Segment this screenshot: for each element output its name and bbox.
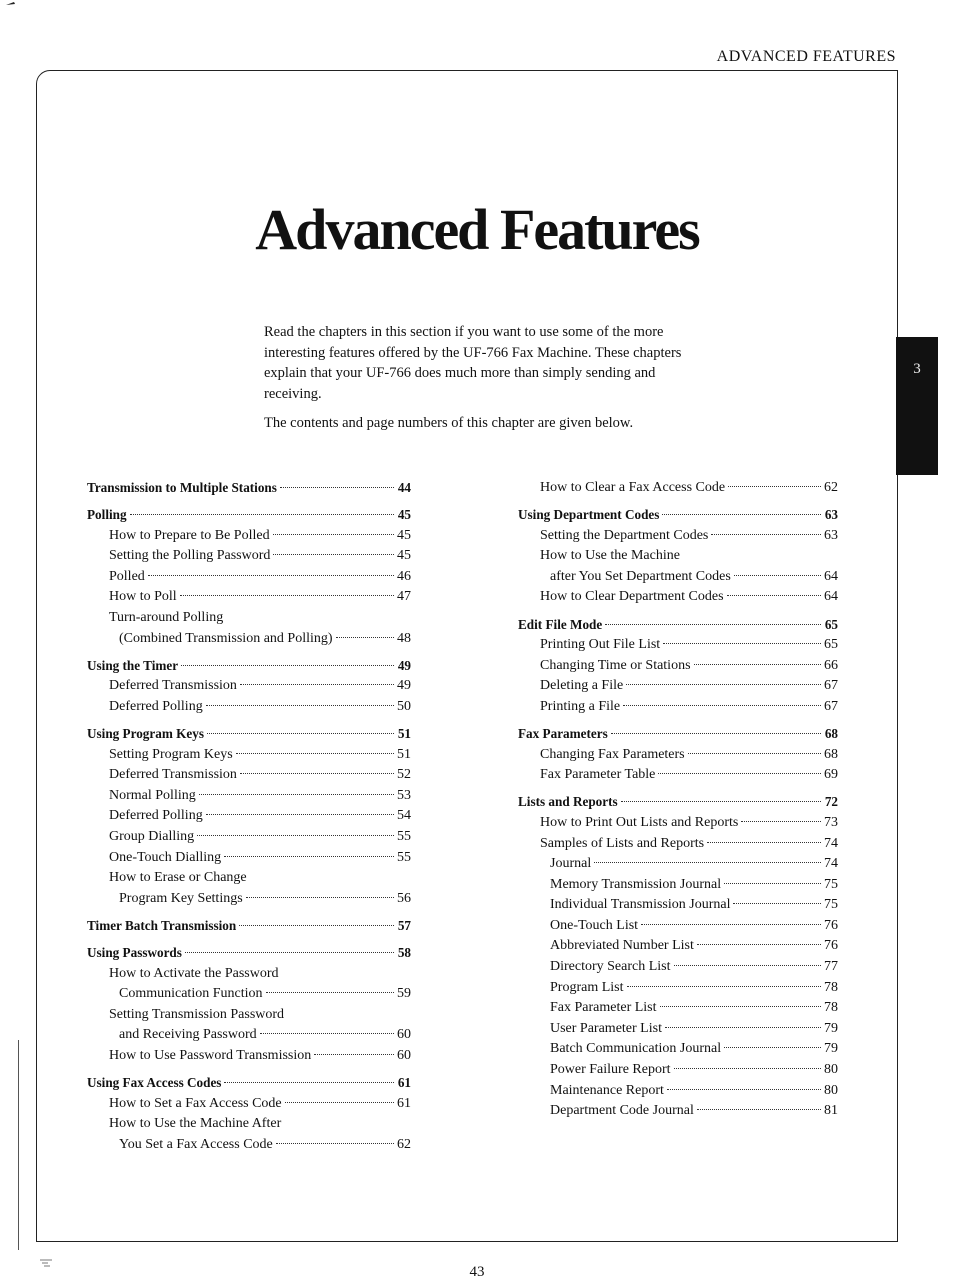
toc-entry [518, 569, 838, 590]
margin-line [18, 1040, 19, 1250]
toc-entry-label: Individual Transmission Journal [550, 897, 731, 913]
toc-entry [518, 815, 838, 836]
toc-entry-page: 61 [397, 1095, 411, 1111]
toc-entry [518, 938, 838, 959]
toc-entry-label: Program Key Settings [119, 890, 243, 906]
toc-entry [518, 918, 838, 939]
toc-leader-dots [266, 991, 395, 993]
toc-entry-label: Fax Parameter List [550, 1000, 657, 1016]
toc-entry-page: 65 [824, 637, 838, 653]
toc-entry-label: Deleting a File [540, 678, 624, 694]
toc-entry-page: 75 [824, 876, 838, 892]
toc-entry [518, 678, 838, 699]
toc-leader-dots [733, 902, 821, 904]
toc-entry-label: Deferred Transmission [109, 678, 237, 694]
toc-entry [518, 897, 838, 918]
toc-leader-dots [273, 533, 394, 535]
page-number: 43 [469, 1264, 485, 1280]
toc-entry-label: Deferred Transmission [109, 767, 237, 783]
toc-entry-label: Using Passwords [87, 944, 182, 960]
toc-leader-dots [674, 964, 821, 966]
toc-entry [87, 528, 411, 549]
toc-entry-label: Normal Polling [109, 787, 196, 803]
toc-leader-dots [197, 834, 394, 836]
toc-leader-dots [180, 594, 394, 596]
chapter-tab-label: 3 [913, 361, 921, 377]
toc-entry-label: Samples of Lists and Reports [540, 835, 705, 851]
toc-entry-page: 53 [397, 787, 411, 803]
toc-entry-label: How to Print Out Lists and Reports [540, 814, 739, 830]
toc-entry-label: Deferred Polling [109, 698, 203, 714]
toc-entry-page: 45 [397, 548, 411, 564]
toc-entry [87, 1027, 411, 1048]
toc-entry-page: 66 [824, 657, 838, 673]
toc-entry [518, 959, 838, 980]
chapter-tab [896, 337, 938, 475]
toc-entry [87, 829, 411, 850]
toc-entry-label: Turn-around Polling [109, 610, 224, 626]
toc-entry-label: User Parameter List [550, 1020, 662, 1036]
toc-entry-label: Batch Communication Journal [550, 1041, 722, 1057]
toc-entry-page: 64 [824, 568, 838, 584]
toc-entry-page: 72 [824, 794, 838, 810]
toc-entry [518, 726, 838, 747]
toc-entry [87, 1075, 411, 1096]
toc-entry-label: You Set a Fax Access Code [119, 1136, 273, 1152]
toc-leader-dots [727, 594, 821, 596]
toc-entry [87, 945, 411, 966]
toc-leader-dots [660, 1005, 821, 1007]
toc-leader-dots [285, 1101, 394, 1103]
toc-entry-label: Timer Batch Transmission [87, 917, 237, 933]
toc-leader-dots [181, 664, 394, 666]
toc-leader-dots [605, 623, 821, 625]
toc-entry [518, 980, 838, 1001]
toc-entry [518, 637, 838, 658]
toc-leader-dots [206, 813, 394, 815]
intro-text [264, 322, 694, 443]
toc-entry [87, 610, 411, 631]
toc-leader-dots [662, 513, 821, 515]
toc-entry-label: and Receiving Password [119, 1027, 257, 1043]
toc-entry-page: 74 [824, 835, 838, 851]
toc-entry [518, 767, 838, 788]
toc-entry-page: 47 [397, 589, 411, 605]
toc-entry-label: Using Department Codes [518, 507, 660, 523]
toc-leader-dots [240, 683, 394, 685]
toc-left-column [87, 480, 411, 1157]
toc-leader-dots [663, 642, 821, 644]
toc-entry-label: Using the Timer [87, 657, 179, 673]
toc-entry-page: 60 [397, 1027, 411, 1043]
toc-entry [87, 631, 411, 652]
toc-entry [518, 507, 838, 528]
toc-entry-label: How to Use the Machine After [109, 1116, 282, 1132]
toc-entry-label: One-Touch List [550, 917, 639, 933]
toc-entry-label: How to Poll [109, 589, 177, 605]
toc-entry-label: Department Code Journal [550, 1103, 694, 1119]
toc-leader-dots [724, 882, 821, 884]
toc-leader-dots [239, 924, 394, 926]
toc-entry-label: How to Use Password Transmission [109, 1047, 312, 1063]
toc-entry-label: Power Failure Report [550, 1062, 671, 1078]
toc-entry [518, 480, 838, 501]
toc-entry-page: 59 [397, 986, 411, 1002]
toc-leader-dots [665, 1026, 821, 1028]
toc-entry-page: 54 [397, 808, 411, 824]
toc-entry-page: 52 [397, 767, 411, 783]
toc-entry-label: Changing Time or Stations [540, 657, 691, 673]
toc-leader-dots [641, 923, 821, 925]
toc-entry [518, 658, 838, 679]
toc-entry [87, 850, 411, 871]
toc-leader-dots [199, 793, 394, 795]
toc-entry [87, 918, 411, 939]
toc-entry [87, 986, 411, 1007]
toc-entry-page: 68 [824, 746, 838, 762]
toc-leader-dots [697, 943, 821, 945]
toc-leader-dots [224, 1081, 394, 1083]
toc-entry-page: 76 [824, 917, 838, 933]
toc-leader-dots [336, 636, 394, 638]
toc-entry-page: 57 [397, 917, 411, 933]
toc-entry [87, 767, 411, 788]
toc-entry [518, 836, 838, 857]
toc-entry-page: 45 [397, 507, 411, 523]
toc-entry-page: 78 [824, 1000, 838, 1016]
toc-entry-label: Communication Function [119, 986, 263, 1002]
toc-entry-page: 78 [824, 979, 838, 995]
toc-entry [518, 1000, 838, 1021]
page-title: Advanced Features [255, 197, 699, 262]
toc-entry [518, 794, 838, 815]
toc-entry-label: Polled [109, 568, 145, 584]
toc-entry [87, 507, 411, 528]
toc-entry [518, 528, 838, 549]
toc-entry-label: How to Clear Department Codes [540, 589, 724, 605]
toc-leader-dots [246, 896, 394, 898]
toc-entry [87, 1096, 411, 1117]
toc-entry [87, 726, 411, 747]
toc-entry [87, 658, 411, 679]
toc-entry-page: 58 [397, 944, 411, 960]
toc-entry-label: How to Erase or Change [109, 870, 247, 886]
toc-entry-page: 55 [397, 849, 411, 865]
toc-entry-label: Journal [550, 856, 592, 872]
toc-entry-page: 79 [824, 1041, 838, 1057]
toc-entry [87, 788, 411, 809]
toc-entry-page: 62 [397, 1136, 411, 1152]
toc-leader-dots [674, 1067, 821, 1069]
toc-leader-dots [185, 951, 394, 953]
toc-entry-label: Program List [550, 979, 624, 995]
toc-leader-dots [627, 985, 822, 987]
toc-entry-page: 81 [824, 1103, 838, 1119]
toc-entry-label: Setting the Polling Password [109, 548, 271, 564]
toc-entry-label: How to Set a Fax Access Code [109, 1095, 282, 1111]
toc-entry [87, 1137, 411, 1158]
toc-leader-dots [623, 704, 821, 706]
toc-entry-label: Setting Program Keys [109, 746, 233, 762]
toc-leader-dots [658, 772, 821, 774]
toc-leader-dots [728, 485, 821, 487]
toc-entry-page: 63 [824, 527, 838, 543]
toc-entry-label: Printing a File [540, 698, 621, 714]
running-header: ADVANCED FEATURES [716, 48, 896, 65]
toc-leader-dots [236, 752, 394, 754]
toc-entry-label: How to Use the Machine [540, 548, 680, 564]
toc-entry-label: Directory Search List [550, 959, 671, 975]
toc-leader-dots [626, 683, 821, 685]
toc-entry-label: Changing Fax Parameters [540, 746, 685, 762]
toc-entry-page: 61 [397, 1075, 411, 1091]
toc-leader-dots [734, 574, 821, 576]
toc-entry [518, 699, 838, 720]
toc-leader-dots [688, 752, 821, 754]
toc-entry [518, 877, 838, 898]
toc-entry-page: 74 [824, 856, 838, 872]
toc-entry-page: 73 [824, 814, 838, 830]
toc-entry [518, 1083, 838, 1104]
toc-leader-dots [741, 820, 821, 822]
toc-entry [518, 747, 838, 768]
toc-entry [518, 589, 838, 610]
toc-entry-page: 55 [397, 829, 411, 844]
toc-entry-label: Group Dialling [109, 829, 195, 844]
toc-entry-page: 69 [824, 767, 838, 783]
toc-entry [87, 808, 411, 829]
toc-entry [87, 966, 411, 987]
toc-entry-page: 56 [397, 890, 411, 906]
toc-entry-label: Lists and Reports [518, 794, 618, 810]
toc-entry-label: Fax Parameters [518, 726, 608, 742]
toc-entry-page: 79 [824, 1020, 838, 1036]
toc-leader-dots [724, 1046, 821, 1048]
toc-entry-label: Setting the Department Codes [540, 527, 709, 543]
toc-entry-page: 62 [824, 480, 838, 495]
toc-entry-page: 45 [397, 527, 411, 543]
toc-entry-page: 75 [824, 897, 838, 913]
toc-entry-page: 64 [824, 589, 838, 605]
toc-entry-page: 67 [824, 678, 838, 694]
toc-leader-dots [621, 800, 821, 802]
toc-entry-label: Setting Transmission Password [109, 1006, 285, 1022]
toc-entry [87, 480, 411, 501]
toc-entry-label: Maintenance Report [550, 1082, 664, 1098]
toc-entry-label: Abbreviated Number List [550, 938, 694, 954]
toc-entry-page: 51 [397, 726, 411, 742]
toc-entry-page: 65 [824, 616, 838, 632]
toc-entry [518, 548, 838, 569]
toc-leader-dots [667, 1088, 821, 1090]
toc-entry-page: 77 [824, 959, 838, 975]
toc-entry-label: Transmission to Multiple Stations [87, 480, 277, 495]
toc-entry-page: 60 [397, 1047, 411, 1063]
toc-entry-label: How to Activate the Password [109, 965, 279, 981]
toc-entry [518, 856, 838, 877]
toc-entry-page: 49 [397, 678, 411, 694]
toc-entry-page: 46 [397, 568, 411, 584]
toc-leader-dots [130, 513, 394, 515]
toc-leader-dots [207, 732, 394, 734]
toc-entry [87, 589, 411, 610]
toc-entry [87, 569, 411, 590]
toc-entry-label: Printing Out File List [540, 637, 661, 653]
toc-entry [87, 870, 411, 891]
toc-leader-dots [273, 553, 394, 555]
toc-entry-page: 80 [824, 1082, 838, 1098]
toc-entry [87, 548, 411, 569]
intro-paragraph: Read the chapters in this section if you want to use some of the more interesting features offered by the UF-766 Fax Machine. These chapters explain that your UF-766 does much more than simply sending and receiving. [264, 324, 682, 402]
toc-entry-label: Memory Transmission Journal [550, 876, 722, 892]
toc-entry-page: 63 [824, 507, 838, 523]
toc-entry [87, 1048, 411, 1069]
toc-entry-label: How to Prepare to Be Polled [109, 527, 270, 543]
corner-scan-mark [6, 2, 16, 6]
toc-leader-dots [707, 841, 821, 843]
toc-entry [87, 1007, 411, 1028]
toc-entry-label: Polling [87, 507, 127, 523]
toc-leader-dots [276, 1142, 394, 1144]
toc-entry-label: (Combined Transmission and Polling) [119, 630, 333, 646]
toc-entry [87, 747, 411, 768]
toc-right-column [518, 480, 838, 1124]
toc-entry-page: 48 [397, 630, 411, 646]
toc-leader-dots [260, 1032, 394, 1034]
toc-entry-page: 50 [397, 698, 411, 714]
toc-entry [518, 1041, 838, 1062]
toc-leader-dots [594, 861, 821, 863]
toc-entry [518, 1062, 838, 1083]
toc-entry-page: 68 [824, 726, 838, 742]
toc-leader-dots [611, 732, 821, 734]
toc-entry-page: 80 [824, 1062, 838, 1078]
toc-entry-page: 49 [397, 657, 411, 673]
toc-entry [87, 891, 411, 912]
toc-entry-label: How to Clear a Fax Access Code [540, 480, 726, 495]
toc-entry-page: 51 [397, 746, 411, 762]
toc-leader-dots [280, 486, 394, 488]
intro-paragraph: The contents and page numbers of this chapter are given below. [264, 415, 634, 431]
toc-entry-label: Fax Parameter Table [540, 767, 656, 783]
toc-leader-dots [711, 533, 821, 535]
toc-entry-label: Edit File Mode [518, 616, 603, 632]
toc-leader-dots [240, 772, 394, 774]
toc-leader-dots [224, 855, 394, 857]
toc-leader-dots [206, 704, 394, 706]
toc-leader-dots [148, 574, 394, 576]
toc-entry [87, 699, 411, 720]
toc-entry-label: after You Set Department Codes [550, 568, 731, 584]
toc-entry-page: 44 [397, 480, 411, 495]
toc-entry [518, 617, 838, 638]
toc-entry [87, 678, 411, 699]
toc-leader-dots [314, 1053, 394, 1055]
toc-entry-page: 76 [824, 938, 838, 954]
toc-entry [87, 1116, 411, 1137]
toc-entry-label: Using Fax Access Codes [87, 1075, 222, 1091]
toc-entry-label: Deferred Polling [109, 808, 203, 824]
toc-entry-label: Using Program Keys [87, 726, 204, 742]
toc-leader-dots [694, 663, 821, 665]
toc-leader-dots [697, 1108, 821, 1110]
toc-entry [518, 1021, 838, 1042]
toc-entry-page: 67 [824, 698, 838, 714]
toc-entry-label: One-Touch Dialling [109, 849, 222, 865]
toc-entry [518, 1103, 838, 1124]
